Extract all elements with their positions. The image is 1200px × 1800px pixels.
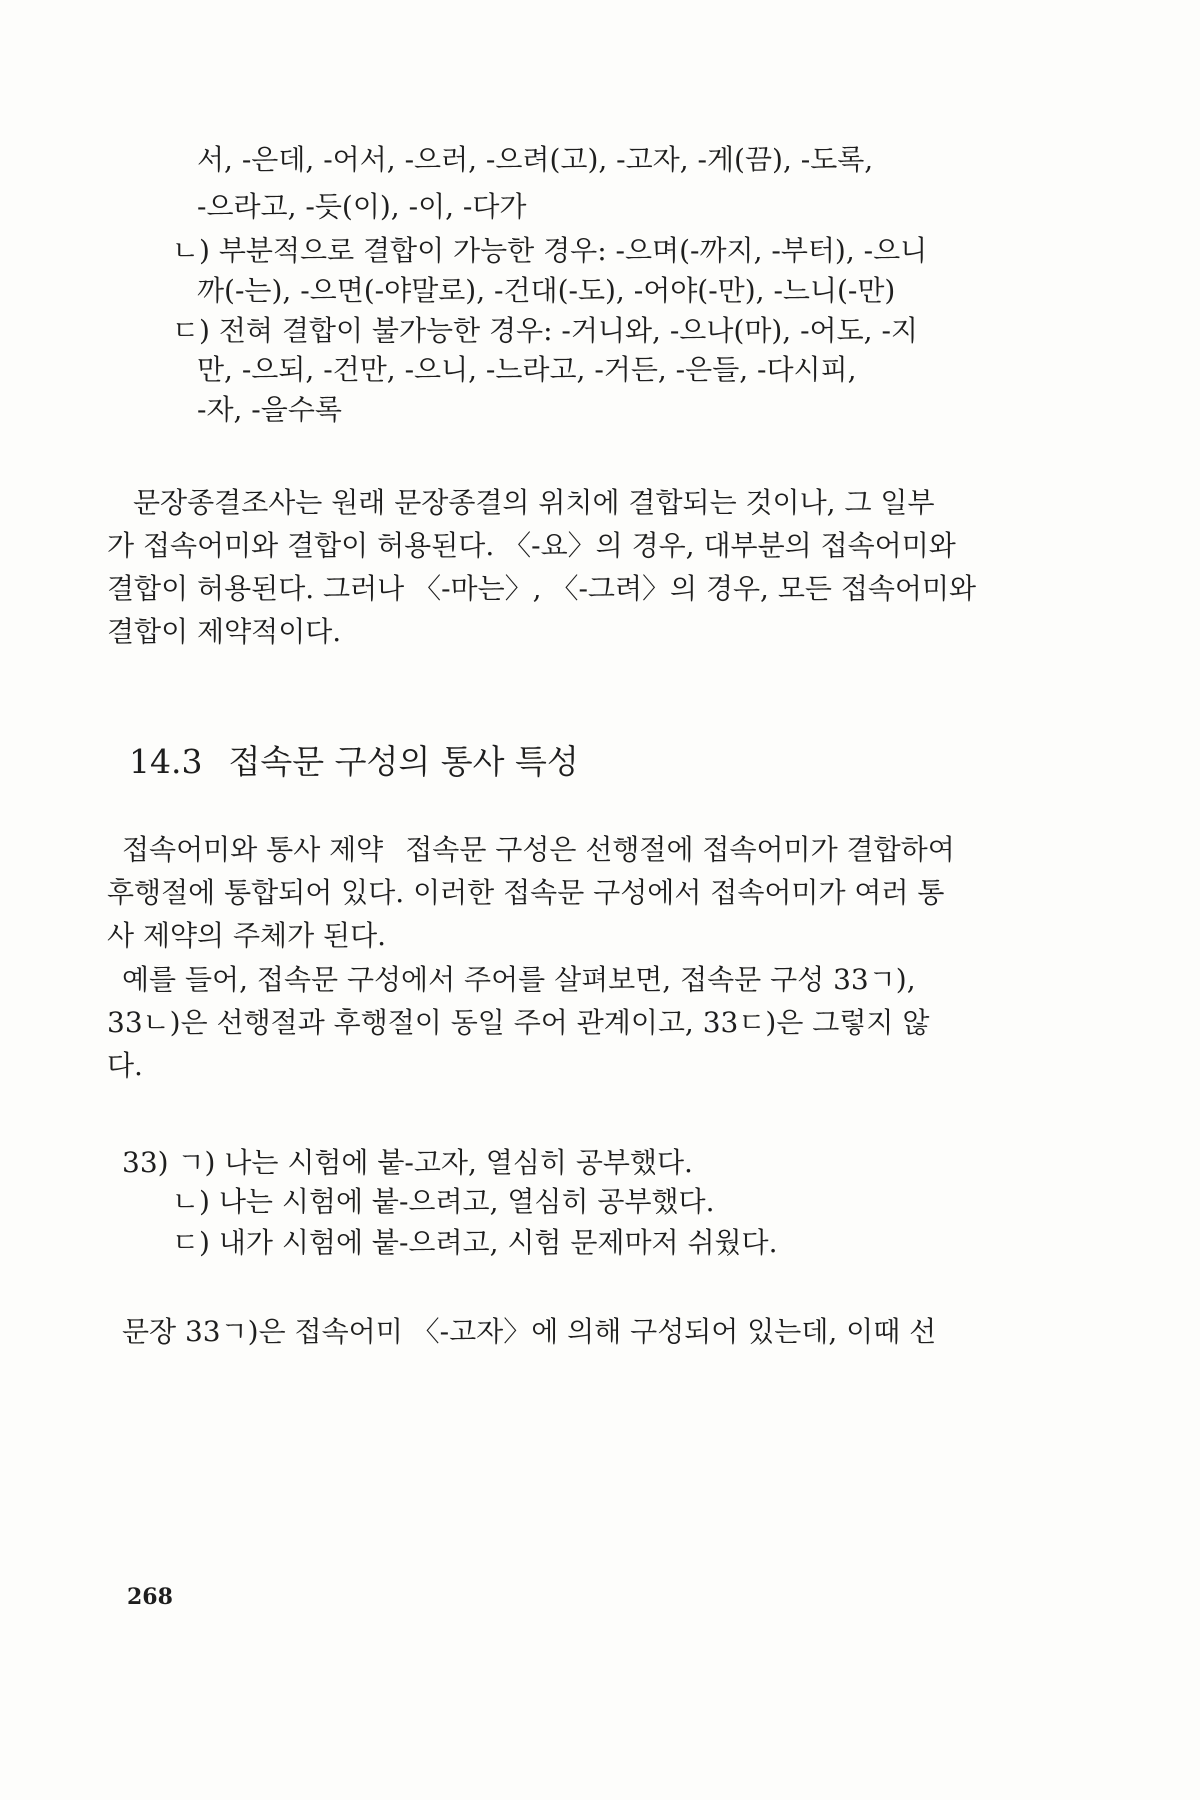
example-line: ㄷ) 내가 시험에 붙-으려고, 시험 문제마저 쉬웠다.: [172, 1226, 778, 1259]
section-title: 접속문 구성의 통사 특성: [228, 742, 579, 781]
paragraph-line: 문장종결조사는 원래 문장종결의 위치에 결합되는 것이나, 그 일부: [133, 486, 935, 519]
paragraph-line: 33ㄴ)은 선행절과 후행절이 동일 주어 관계이고, 33ㄷ)은 그렇지 않: [107, 1006, 930, 1039]
section-heading: [129, 738, 579, 786]
example-line: 33) ㄱ) 나는 시험에 붙-고자, 열심히 공부했다.: [122, 1146, 693, 1179]
paragraph-line: 다.: [107, 1049, 143, 1082]
list-line: -으라고, -듯(이), -이, -다가: [197, 190, 527, 223]
paragraph-line: 결합이 허용된다. 그러나 〈-마는〉, 〈-그려〉의 경우, 모든 접속어미와: [107, 572, 977, 605]
list-line: ㄴ) 부분적으로 결합이 가능한 경우: -으며(-까지, -부터), -으니: [172, 234, 928, 267]
paragraph-line: 문장 33ㄱ)은 접속어미 〈-고자〉에 의해 구성되어 있는데, 이때 선: [122, 1315, 937, 1348]
list-line: 만, -으되, -건만, -으니, -느라고, -거든, -은들, -다시피,: [197, 353, 857, 386]
page-number: 268: [127, 1584, 173, 1610]
paragraph-line: 예를 들어, 접속문 구성에서 주어를 살펴보면, 접속문 구성 33ㄱ),: [122, 963, 916, 996]
example-line: ㄴ) 나는 시험에 붙-으려고, 열심히 공부했다.: [172, 1185, 715, 1218]
list-line: 서, -은데, -어서, -으러, -으려(고), -고자, -게(끔), -도록,: [197, 143, 874, 176]
paragraph-line: [122, 830, 955, 870]
paragraph-text: 접속문 구성은 선행절에 접속어미가 결합하여: [405, 833, 955, 866]
paragraph-line: 사 제약의 주체가 된다.: [107, 919, 387, 952]
run-in-term: 접속어미와 통사 제약: [122, 833, 384, 866]
list-line: -자, -을수록: [197, 393, 342, 426]
section-number: 14.3: [129, 742, 203, 781]
paragraph-line: 가 접속어미와 결합이 허용된다. 〈-요〉의 경우, 대부분의 접속어미와: [107, 529, 956, 562]
list-line: ㄷ) 전혀 결합이 불가능한 경우: -거니와, -으나(마), -어도, -지: [172, 314, 918, 347]
list-line: 까(-는), -으면(-야말로), -건대(-도), -어야(-만), -느니(-만): [197, 274, 896, 307]
paragraph-line: 결합이 제약적이다.: [107, 615, 342, 648]
paragraph-line: 후행절에 통합되어 있다. 이러한 접속문 구성에서 접속어미가 여러 통: [107, 876, 945, 909]
